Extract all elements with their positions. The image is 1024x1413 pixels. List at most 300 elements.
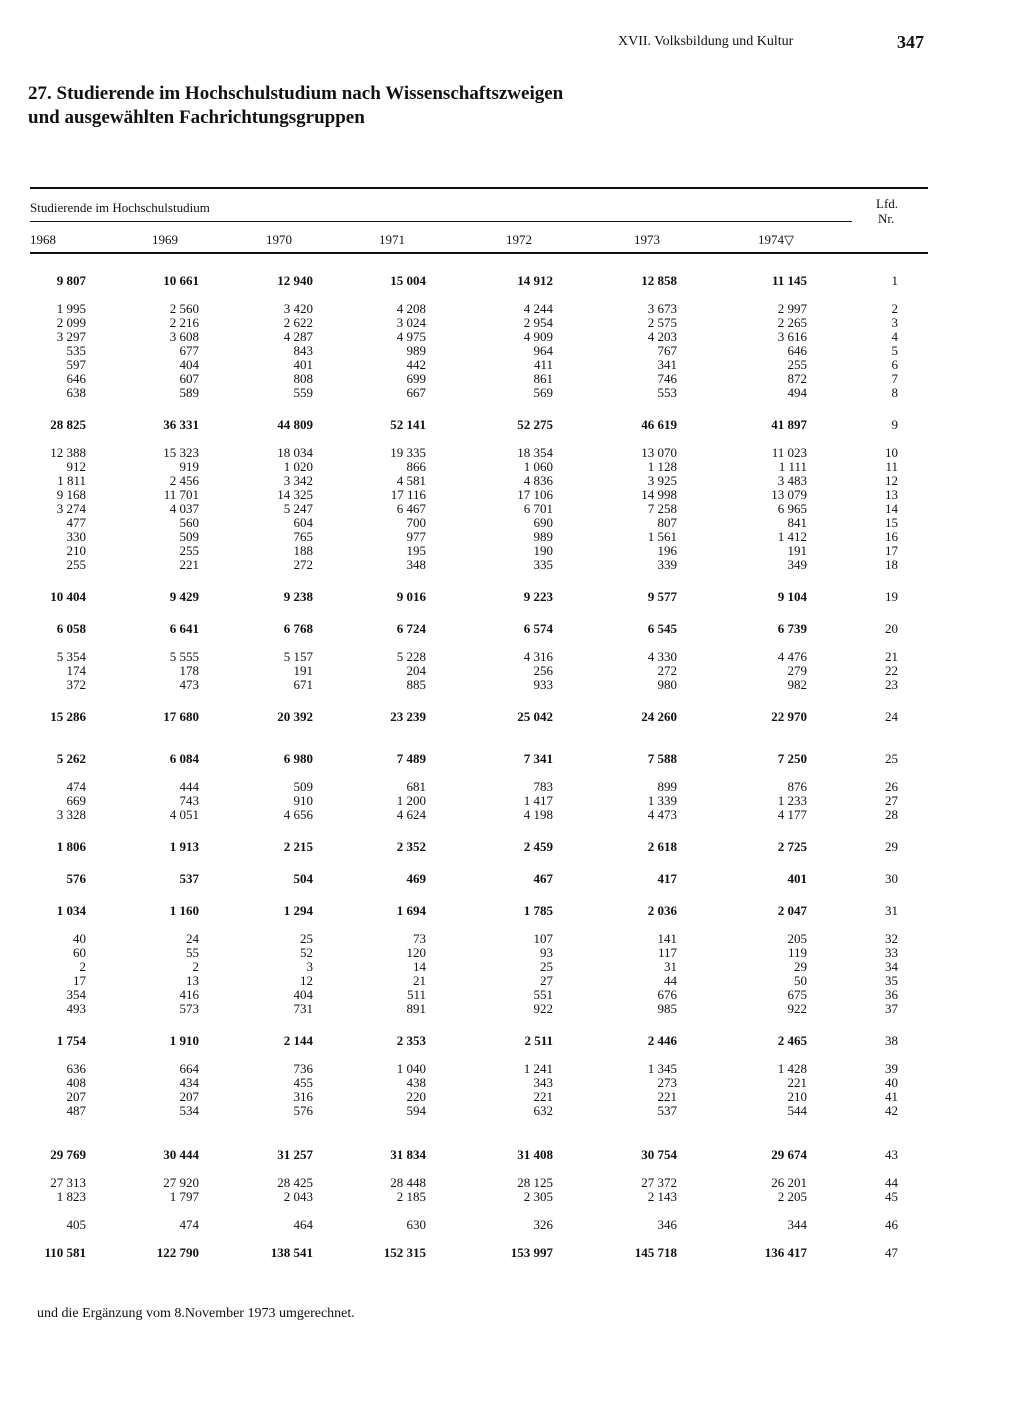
- table-row: [0, 1034, 1024, 1048]
- table-cell-1974: 2 465: [777, 1033, 807, 1048]
- table-row: [0, 622, 1024, 636]
- row-number: 28: [885, 807, 898, 822]
- table-cell-1971: 511: [406, 987, 426, 1002]
- table-cell-1973: 221: [657, 1089, 677, 1104]
- row-number: 20: [885, 621, 898, 636]
- year-header-1972: 1972: [506, 232, 532, 247]
- table-cell-1974: 9 104: [777, 589, 807, 604]
- table-cell-1973: 553: [657, 385, 677, 400]
- table-cell-1973: 7 258: [647, 501, 677, 516]
- row-number: 2: [891, 301, 898, 316]
- table-cell-1973: 272: [657, 663, 677, 678]
- table-cell-1970: 3: [306, 959, 313, 974]
- row-number: 36: [885, 987, 898, 1002]
- table-cell-1974: 344: [787, 1217, 807, 1232]
- footnote: und die Ergänzung vom 8.November 1973 umgerechnet.: [37, 1306, 355, 1321]
- table-cell-1973: 7 588: [647, 751, 677, 766]
- table-cell-1969: 30 444: [163, 1147, 199, 1162]
- table-cell-1971: 681: [406, 779, 426, 794]
- table-cell-1972: 17 106: [517, 487, 553, 502]
- table-row: [0, 932, 1024, 946]
- row-number: 26: [885, 779, 898, 794]
- table-cell-1968: 493: [66, 1001, 86, 1016]
- table-cell-1970: 272: [293, 557, 313, 572]
- table-cell-1970: 504: [293, 871, 313, 886]
- top-rule: [30, 187, 928, 189]
- table-cell-1973: 537: [657, 1103, 677, 1118]
- table-cell-1970: 12: [300, 973, 313, 988]
- table-cell-1968: 1 034: [56, 903, 86, 918]
- table-row: [0, 678, 1024, 692]
- table-cell-1971: 977: [406, 529, 426, 544]
- table-cell-1970: 464: [293, 1217, 313, 1232]
- table-cell-1968: 9 168: [56, 487, 86, 502]
- table-row: [0, 1062, 1024, 1076]
- table-cell-1974: 1 233: [777, 793, 807, 808]
- table-cell-1974: 544: [787, 1103, 807, 1118]
- table-cell-1973: 767: [657, 343, 677, 358]
- table-cell-1969: 6 641: [169, 621, 199, 636]
- table-cell-1971: 4 624: [396, 807, 426, 822]
- row-number: 12: [885, 473, 898, 488]
- table-cell-1972: 9 223: [523, 589, 553, 604]
- table-cell-1973: 2 143: [647, 1189, 677, 1204]
- table-cell-1971: 19 335: [390, 445, 426, 460]
- table-cell-1968: 3 297: [56, 329, 86, 344]
- table-cell-1971: 17 116: [390, 487, 426, 502]
- table-cell-1970: 765: [293, 529, 313, 544]
- table-cell-1968: 2 099: [56, 315, 86, 330]
- table-cell-1972: 221: [533, 1089, 553, 1104]
- table-cell-1971: 667: [406, 385, 426, 400]
- table-cell-1969: 404: [179, 357, 199, 372]
- row-number: 43: [885, 1147, 898, 1162]
- table-cell-1973: 13 070: [641, 445, 677, 460]
- table-cell-1974: 136 417: [764, 1245, 807, 1260]
- table-cell-1973: 2 618: [647, 839, 677, 854]
- table-cell-1971: 195: [406, 543, 426, 558]
- table-cell-1972: 964: [533, 343, 553, 358]
- row-number: 27: [885, 793, 898, 808]
- table-cell-1970: 20 392: [277, 709, 313, 724]
- table-cell-1968: 474: [66, 779, 86, 794]
- table-cell-1972: 4 836: [523, 473, 553, 488]
- table-row: [0, 1176, 1024, 1190]
- table-cell-1974: 6 965: [777, 501, 807, 516]
- table-cell-1974: 1 111: [778, 459, 807, 474]
- table-cell-1973: 46 619: [641, 417, 677, 432]
- table-cell-1969: 743: [179, 793, 199, 808]
- table-cell-1972: 922: [533, 1001, 553, 1016]
- year-header-1969: 1969: [152, 232, 178, 247]
- table-cell-1972: 28 125: [517, 1175, 553, 1190]
- table-cell-1974: 13 079: [771, 487, 807, 502]
- table-cell-1974: 876: [787, 779, 807, 794]
- row-number: 23: [885, 677, 898, 692]
- table-cell-1970: 4 287: [283, 329, 313, 344]
- table-cell-1969: 2: [192, 959, 199, 974]
- table-cell-1971: 630: [406, 1217, 426, 1232]
- table-cell-1969: 444: [179, 779, 199, 794]
- row-number: 8: [891, 385, 898, 400]
- table-cell-1971: 442: [406, 357, 426, 372]
- table-cell-1968: 5 262: [56, 751, 86, 766]
- table-cell-1973: 3 673: [647, 301, 677, 316]
- table-cell-1972: 4 316: [523, 649, 553, 664]
- row-number: 22: [885, 663, 898, 678]
- table-cell-1974: 22 970: [771, 709, 807, 724]
- table-cell-1971: 52 141: [390, 417, 426, 432]
- table-row: [0, 650, 1024, 664]
- table-cell-1972: 190: [533, 543, 553, 558]
- table-cell-1973: 2 446: [647, 1033, 677, 1048]
- table-cell-1971: 438: [406, 1075, 426, 1090]
- table-cell-1968: 405: [66, 1217, 86, 1232]
- table-cell-1970: 604: [293, 515, 313, 530]
- table-cell-1969: 178: [179, 663, 199, 678]
- row-number: 47: [885, 1245, 898, 1260]
- table-cell-1971: 594: [406, 1103, 426, 1118]
- table-cell-1970: 28 425: [277, 1175, 313, 1190]
- table-cell-1974: 349: [787, 557, 807, 572]
- table-cell-1973: 24 260: [641, 709, 677, 724]
- table-cell-1970: 2 144: [283, 1033, 313, 1048]
- table-cell-1968: 3 274: [56, 501, 86, 516]
- table-cell-1973: 1 339: [647, 793, 677, 808]
- row-number: 21: [885, 649, 898, 664]
- table-cell-1970: 401: [293, 357, 313, 372]
- row-number: 39: [885, 1061, 898, 1076]
- row-number: 4: [891, 329, 898, 344]
- year-header-1973: 1973: [634, 232, 660, 247]
- table-cell-1969: 9 429: [169, 589, 199, 604]
- table-row: [0, 872, 1024, 886]
- table-cell-1973: 985: [657, 1001, 677, 1016]
- table-cell-1968: 3 328: [56, 807, 86, 822]
- table-cell-1972: 1 785: [523, 903, 553, 918]
- row-number: 41: [885, 1089, 898, 1104]
- table-cell-1970: 52: [300, 945, 313, 960]
- table-cell-1968: 5 354: [56, 649, 86, 664]
- table-cell-1968: 487: [66, 1103, 86, 1118]
- table-cell-1972: 25 042: [517, 709, 553, 724]
- table-cell-1971: 14: [413, 959, 426, 974]
- table-cell-1973: 44: [664, 973, 677, 988]
- table-row: [0, 544, 1024, 558]
- table-cell-1974: 210: [787, 1089, 807, 1104]
- table-cell-1968: 669: [66, 793, 86, 808]
- table-cell-1969: 11 701: [163, 487, 199, 502]
- row-number: 30: [885, 871, 898, 886]
- table-cell-1974: 4 177: [777, 807, 807, 822]
- row-number: 34: [885, 959, 898, 974]
- table-cell-1974: 6 739: [777, 621, 807, 636]
- table-cell-1968: 535: [66, 343, 86, 358]
- table-row: [0, 302, 1024, 316]
- table-cell-1971: 21: [413, 973, 426, 988]
- table-cell-1969: 17 680: [163, 709, 199, 724]
- table-cell-1971: 120: [406, 945, 426, 960]
- table-row: [0, 590, 1024, 604]
- table-cell-1974: 2 047: [777, 903, 807, 918]
- table-cell-1968: 110 581: [44, 1245, 86, 1260]
- table-cell-1974: 29: [794, 959, 807, 974]
- row-number: 11: [885, 459, 898, 474]
- table-cell-1970: 671: [293, 677, 313, 692]
- table-cell-1974: 3 616: [777, 329, 807, 344]
- row-number: 25: [885, 751, 898, 766]
- table-cell-1974: 646: [787, 343, 807, 358]
- table-cell-1969: 2 560: [169, 301, 199, 316]
- table-cell-1969: 509: [179, 529, 199, 544]
- table-cell-1972: 18 354: [517, 445, 553, 460]
- table-cell-1974: 872: [787, 371, 807, 386]
- table-cell-1974: 7 250: [777, 751, 807, 766]
- table-cell-1971: 28 448: [390, 1175, 426, 1190]
- table-row: [0, 474, 1024, 488]
- table-row: [0, 904, 1024, 918]
- table-row: [0, 946, 1024, 960]
- table-cell-1970: 2 622: [283, 315, 313, 330]
- table-cell-1974: 982: [787, 677, 807, 692]
- table-cell-1968: 597: [66, 357, 86, 372]
- table-row: [0, 274, 1024, 288]
- table-cell-1969: 2 456: [169, 473, 199, 488]
- table-cell-1971: 885: [406, 677, 426, 692]
- table-row: [0, 372, 1024, 386]
- table-cell-1970: 1 020: [283, 459, 313, 474]
- table-cell-1973: 30 754: [641, 1147, 677, 1162]
- lfd-nr-heading: [876, 196, 898, 226]
- table-cell-1968: 17: [73, 973, 86, 988]
- table-cell-1972: 93: [540, 945, 553, 960]
- table-cell-1974: 2 997: [777, 301, 807, 316]
- table-cell-1973: 27 372: [641, 1175, 677, 1190]
- row-number: 42: [885, 1103, 898, 1118]
- table-cell-1974: 29 674: [771, 1147, 807, 1162]
- table-cell-1972: 6 574: [523, 621, 553, 636]
- table-cell-1974: 11 023: [771, 445, 807, 460]
- table-cell-1970: 808: [293, 371, 313, 386]
- table-cell-1970: 576: [293, 1103, 313, 1118]
- table-cell-1969: 5 555: [169, 649, 199, 664]
- table-cell-1972: 27: [540, 973, 553, 988]
- table-cell-1970: 25: [300, 931, 313, 946]
- table-row: [0, 330, 1024, 344]
- table-cell-1971: 891: [406, 1001, 426, 1016]
- table-cell-1970: 6 768: [283, 621, 313, 636]
- table-row: [0, 1190, 1024, 1204]
- row-number: 14: [885, 501, 898, 516]
- table-cell-1969: 919: [179, 459, 199, 474]
- table-cell-1974: 205: [787, 931, 807, 946]
- table-cell-1970: 1 294: [283, 903, 313, 918]
- row-number: 5: [891, 343, 898, 358]
- table-cell-1969: 13: [186, 973, 199, 988]
- table-cell-1969: 3 608: [169, 329, 199, 344]
- row-number: 24: [885, 709, 898, 724]
- table-row: [0, 780, 1024, 794]
- row-number: 38: [885, 1033, 898, 1048]
- table-cell-1968: 912: [66, 459, 86, 474]
- row-number: 9: [891, 417, 898, 432]
- table-cell-1968: 646: [66, 371, 86, 386]
- table-cell-1973: 273: [657, 1075, 677, 1090]
- table-cell-1968: 29 769: [50, 1147, 86, 1162]
- table-cell-1970: 731: [293, 1001, 313, 1016]
- table-cell-1973: 14 998: [641, 487, 677, 502]
- table-cell-1972: 632: [533, 1103, 553, 1118]
- table-cell-1968: 210: [66, 543, 86, 558]
- table-cell-1970: 3 420: [283, 301, 313, 316]
- table-cell-1968: 60: [73, 945, 86, 960]
- table-cell-1972: 107: [533, 931, 553, 946]
- table-cell-1969: 1 910: [169, 1033, 199, 1048]
- table-cell-1972: 411: [533, 357, 553, 372]
- table-cell-1969: 416: [179, 987, 199, 1002]
- table-cell-1971: 31 834: [390, 1147, 426, 1162]
- table-cell-1971: 4 581: [396, 473, 426, 488]
- table-cell-1970: 4 656: [283, 807, 313, 822]
- table-cell-1969: 607: [179, 371, 199, 386]
- table-cell-1968: 9 807: [56, 273, 86, 288]
- table-cell-1973: 899: [657, 779, 677, 794]
- table-cell-1971: 7 489: [396, 751, 426, 766]
- table-cell-1969: 36 331: [163, 417, 199, 432]
- table-cell-1973: 1 345: [647, 1061, 677, 1076]
- table-cell-1968: 15 286: [50, 709, 86, 724]
- table-cell-1970: 138 541: [270, 1245, 313, 1260]
- table-cell-1974: 1 412: [777, 529, 807, 544]
- table-cell-1968: 576: [66, 871, 86, 886]
- table-cell-1969: 1 160: [169, 903, 199, 918]
- table-cell-1972: 989: [533, 529, 553, 544]
- table-cell-1970: 3 342: [283, 473, 313, 488]
- table-cell-1971: 220: [406, 1089, 426, 1104]
- table-cell-1971: 866: [406, 459, 426, 474]
- table-cell-1971: 15 004: [390, 273, 426, 288]
- table-row: [0, 710, 1024, 724]
- table-cell-1970: 2 215: [283, 839, 313, 854]
- table-cell-1972: 2 954: [523, 315, 553, 330]
- table-cell-1968: 40: [73, 931, 86, 946]
- column-group-heading: Studierende im Hochschulstudium: [30, 200, 210, 215]
- table-cell-1973: 4 330: [647, 649, 677, 664]
- table-cell-1971: 2 352: [396, 839, 426, 854]
- table-cell-1972: 256: [533, 663, 553, 678]
- table-cell-1970: 12 940: [277, 273, 313, 288]
- table-cell-1969: 573: [179, 1001, 199, 1016]
- year-header-1968: 1968: [30, 232, 56, 247]
- table-cell-1972: 551: [533, 987, 553, 1002]
- table-cell-1970: 191: [293, 663, 313, 678]
- table-cell-1971: 348: [406, 557, 426, 572]
- table-cell-1969: 24: [186, 931, 199, 946]
- table-cell-1972: 690: [533, 515, 553, 530]
- row-number: 40: [885, 1075, 898, 1090]
- table-cell-1970: 31 257: [277, 1147, 313, 1162]
- table-row: [0, 794, 1024, 808]
- header-bottom-rule: [30, 252, 928, 254]
- table-cell-1972: 467: [533, 871, 553, 886]
- table-cell-1970: 18 034: [277, 445, 313, 460]
- table-cell-1974: 191: [787, 543, 807, 558]
- table-row: [0, 664, 1024, 678]
- table-cell-1969: 4 037: [169, 501, 199, 516]
- table-title-line1: 27. Studierende im Hochschulstudium nach Wissenschaftszweigen: [28, 83, 564, 104]
- table-cell-1970: 559: [293, 385, 313, 400]
- table-cell-1972: 153 997: [510, 1245, 553, 1260]
- table-cell-1973: 746: [657, 371, 677, 386]
- table-cell-1971: 6 724: [396, 621, 426, 636]
- table-cell-1973: 339: [657, 557, 677, 572]
- table-row: [0, 418, 1024, 432]
- table-row: [0, 446, 1024, 460]
- row-number: 15: [885, 515, 898, 530]
- table-cell-1972: 1 241: [523, 1061, 553, 1076]
- table-cell-1968: 1 811: [57, 473, 86, 488]
- table-cell-1973: 31: [664, 959, 677, 974]
- table-cell-1971: 1 694: [396, 903, 426, 918]
- table-cell-1972: 4 909: [523, 329, 553, 344]
- table-cell-1972: 1 060: [523, 459, 553, 474]
- table-cell-1974: 279: [787, 663, 807, 678]
- row-number: 46: [885, 1217, 898, 1232]
- table-cell-1968: 330: [66, 529, 86, 544]
- table-cell-1971: 2 185: [396, 1189, 426, 1204]
- table-cell-1968: 12 388: [50, 445, 86, 460]
- table-cell-1969: 537: [179, 871, 199, 886]
- table-cell-1969: 207: [179, 1089, 199, 1104]
- table-cell-1968: 1 823: [56, 1189, 86, 1204]
- row-number: 45: [885, 1189, 898, 1204]
- table-cell-1971: 9 016: [396, 589, 426, 604]
- table-cell-1968: 28 825: [50, 417, 86, 432]
- table-cell-1968: 636: [66, 1061, 86, 1076]
- table-cell-1970: 404: [293, 987, 313, 1002]
- table-cell-1969: 473: [179, 677, 199, 692]
- table-cell-1973: 341: [657, 357, 677, 372]
- table-cell-1969: 255: [179, 543, 199, 558]
- table-cell-1972: 1 417: [523, 793, 553, 808]
- table-cell-1973: 196: [657, 543, 677, 558]
- table-cell-1972: 2 459: [523, 839, 553, 854]
- table-cell-1968: 1 754: [56, 1033, 86, 1048]
- lfd-heading-line1: Lfd.: [876, 196, 899, 211]
- row-number: 35: [885, 973, 898, 988]
- table-cell-1972: 4 198: [523, 807, 553, 822]
- row-number: 29: [885, 839, 898, 854]
- table-cell-1971: 989: [406, 343, 426, 358]
- table-cell-1974: 2 265: [777, 315, 807, 330]
- row-number: 31: [885, 903, 898, 918]
- table-cell-1974: 675: [787, 987, 807, 1002]
- table-cell-1974: 4 476: [777, 649, 807, 664]
- table-cell-1970: 316: [293, 1089, 313, 1104]
- table-cell-1968: 638: [66, 385, 86, 400]
- table-cell-1971: 699: [406, 371, 426, 386]
- table-row: [0, 316, 1024, 330]
- row-number: 19: [885, 589, 898, 604]
- table-cell-1971: 1 040: [396, 1061, 426, 1076]
- table-cell-1974: 1 428: [777, 1061, 807, 1076]
- row-number: 7: [891, 371, 898, 386]
- table-cell-1972: 326: [533, 1217, 553, 1232]
- table-row: [0, 974, 1024, 988]
- table-cell-1972: 14 912: [517, 273, 553, 288]
- table-cell-1970: 9 238: [283, 589, 313, 604]
- table-cell-1970: 5 247: [283, 501, 313, 516]
